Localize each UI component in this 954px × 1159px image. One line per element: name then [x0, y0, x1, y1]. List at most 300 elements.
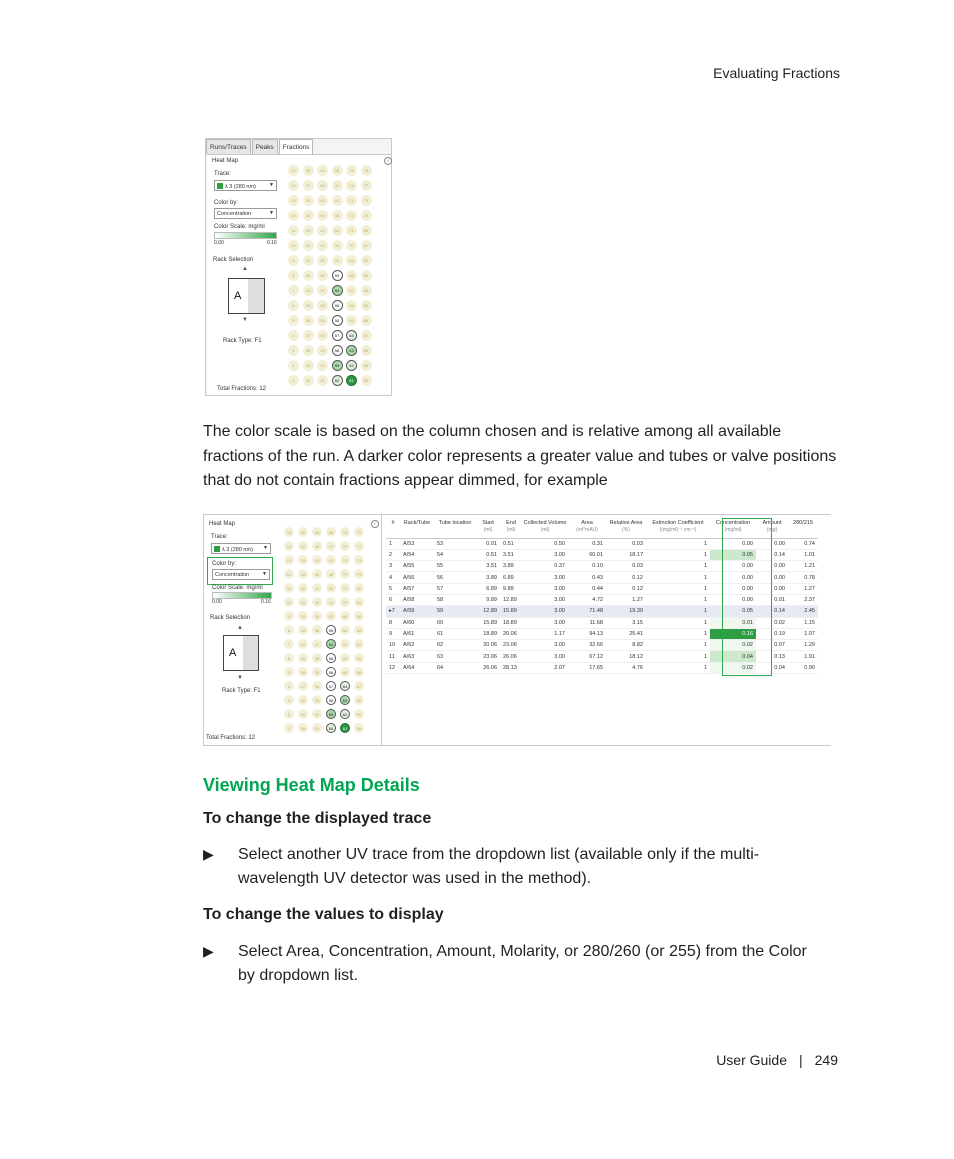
rack-tube-cell[interactable]: 89: [361, 360, 372, 371]
rack-tube-cell[interactable]: 87: [361, 330, 372, 341]
rack-tube-cell[interactable]: 29: [303, 360, 314, 371]
table-cell: 53: [434, 538, 476, 549]
rack-tube-cell[interactable]: 14: [288, 180, 299, 191]
bullet-arrow-icon: ▶: [203, 943, 214, 959]
rack-tube-cell[interactable]: 25: [303, 270, 314, 281]
procedure-heading-values: To change the values to display: [203, 906, 444, 923]
fractions-table-screenshot: [203, 514, 831, 746]
rack-tube-cell[interactable]: 51: [332, 225, 343, 236]
table-cell: 0.04: [710, 651, 756, 662]
rack-tube-cell[interactable]: 73: [361, 195, 372, 206]
rack-tube-cell[interactable]: 14: [284, 541, 294, 551]
table-cell: 1: [646, 583, 710, 594]
rack-tube-cell[interactable]: 35: [312, 667, 322, 677]
rack-tube-cell[interactable]: 28: [298, 695, 308, 705]
column-header[interactable]: Tube location: [434, 519, 476, 538]
rack-tube-cell[interactable]: 58: [332, 345, 343, 356]
trace-color-swatch: [214, 546, 220, 552]
rack-tube-cell[interactable]: 89: [354, 709, 364, 719]
table-cell: 0.78: [788, 572, 818, 583]
rack-tube-cell[interactable]: 48: [312, 541, 322, 551]
table-cell: A/63: [400, 651, 434, 662]
rack-tube-cell[interactable]: 38: [317, 300, 328, 311]
scale-min: 0.00: [212, 599, 222, 605]
footer-separator: |: [799, 1052, 803, 1068]
rack-tube-cell[interactable]: 33: [317, 345, 328, 356]
rack-tube-cell[interactable]: 75: [354, 527, 364, 537]
table-cell: A/62: [400, 640, 434, 651]
rack-tube-cell[interactable]: 22: [298, 611, 308, 621]
rack-tube-cell[interactable]: 9: [288, 255, 299, 266]
rack-selection-label: Rack Selection: [210, 615, 251, 621]
table-cell: 0.02: [756, 617, 788, 628]
table-cell: 20.06: [476, 640, 500, 651]
rack-tube-cell[interactable]: 74: [346, 180, 357, 191]
rack-tube-cell[interactable]: 34: [312, 681, 322, 691]
rack-tube-cell[interactable]: 61: [346, 375, 357, 386]
color-by-dropdown[interactable]: [212, 569, 270, 580]
rack-tube-cell[interactable]: 64: [340, 681, 350, 691]
rack-tube-cell[interactable]: 77: [354, 541, 364, 551]
rack-tube-cell[interactable]: 59: [326, 709, 336, 719]
rack-tube-cell[interactable]: 38: [312, 653, 322, 663]
rack-thumbnail[interactable]: [223, 635, 259, 671]
table-cell: 0.01: [476, 538, 500, 549]
rack-tube-cell[interactable]: 65: [326, 527, 336, 537]
rack-tube-cell[interactable]: 73: [361, 210, 372, 221]
table-cell: 0.14: [756, 549, 788, 560]
table-cell: 2: [386, 549, 400, 560]
rack-tube-cell[interactable]: 43: [317, 195, 328, 206]
rack-tube-cell[interactable]: 31: [298, 597, 308, 607]
rack-tube-cell[interactable]: 40: [312, 569, 322, 579]
table-cell: 1.15: [788, 617, 818, 628]
rack-tube-cell[interactable]: 84: [361, 285, 372, 296]
rack-tube-cell[interactable]: 24: [298, 639, 308, 649]
rack-tube-cell[interactable]: 35: [303, 165, 314, 176]
column-header[interactable]: Extinction Coefficient ((mg/ml)⁻¹ cm⁻¹): [646, 519, 710, 538]
rack-tube-cell[interactable]: 65: [346, 315, 357, 326]
rack-tube-cell[interactable]: 27: [298, 681, 308, 691]
table-cell: 0.74: [788, 538, 818, 549]
rack-tube-cell[interactable]: 60: [332, 375, 343, 386]
rack-tube-cell[interactable]: 43: [312, 555, 322, 565]
color-scale-bar: [214, 232, 277, 239]
table-cell: 3.00: [522, 549, 568, 560]
table-cell: A/57: [400, 583, 434, 594]
tab-runs-traces[interactable]: Runs/Traces: [206, 139, 251, 154]
table-cell: A/54: [400, 549, 434, 560]
table-cell: 61: [434, 628, 476, 639]
rack-tube-cell[interactable]: 41: [326, 555, 336, 565]
rack-tube-cell[interactable]: 33: [312, 695, 322, 705]
color-by-dropdown[interactable]: [214, 208, 277, 219]
column-header[interactable]: Amount (mg): [756, 519, 788, 538]
rack-tube-cell[interactable]: 29: [303, 225, 314, 236]
rack-tube-cell[interactable]: 2: [288, 360, 299, 371]
rack-tube-cell[interactable]: 41: [326, 597, 336, 607]
rack-tube-cell[interactable]: 7: [288, 285, 299, 296]
rack-tube-cell[interactable]: 28: [298, 667, 308, 677]
rack-tube-cell[interactable]: 71: [340, 555, 350, 565]
rack-tube-cell[interactable]: 37: [303, 180, 314, 191]
section-title: Viewing Heat Map Details: [203, 775, 420, 795]
rack-tube-cell[interactable]: 31: [303, 240, 314, 251]
rack-tube-cell[interactable]: 73: [354, 555, 364, 565]
rack-tube-cell[interactable]: 37: [317, 285, 328, 296]
tab-peaks[interactable]: Peaks: [252, 139, 278, 154]
rack-tube-cell[interactable]: 37: [312, 639, 322, 649]
collapse-icon[interactable]: ‹: [371, 520, 379, 528]
column-header[interactable]: Start (ml): [476, 519, 500, 538]
rack-tube-cell[interactable]: 83: [361, 300, 372, 311]
rack-tube-cell[interactable]: 13: [284, 555, 294, 565]
rack-tube-cell[interactable]: 58: [332, 315, 343, 326]
table-cell: 0.12: [606, 583, 646, 594]
table-cell: 1: [646, 549, 710, 560]
rack-tube-cell[interactable]: 88: [361, 315, 372, 326]
running-head: Evaluating Fractions: [713, 65, 840, 81]
rack-down-arrow-icon[interactable]: ▼: [242, 317, 248, 323]
heat-map-screenshot: [205, 138, 392, 396]
table-cell: 2.45: [788, 606, 818, 617]
color-scale-bar: [212, 592, 272, 599]
rack-tube-cell[interactable]: 33: [303, 210, 314, 221]
rack-tube-cell[interactable]: 28: [303, 345, 314, 356]
rack-tube-cell[interactable]: 55: [326, 625, 336, 635]
table-cell: 4: [386, 572, 400, 583]
rack-tube-cell[interactable]: 6: [284, 653, 294, 663]
table-cell: 3.51: [476, 561, 500, 572]
table-cell: 0.03: [606, 538, 646, 549]
rack-tube-cell[interactable]: 86: [354, 583, 364, 593]
rack-tube-cell[interactable]: 2: [284, 709, 294, 719]
trace-dropdown[interactable]: [214, 180, 277, 191]
table-cell: 0.04: [756, 662, 788, 673]
rack-tube-cell[interactable]: 10: [288, 240, 299, 251]
table-cell: 0.16: [710, 628, 756, 639]
rack-tube-cell[interactable]: 34: [317, 330, 328, 341]
rack-tube-cell[interactable]: 58: [326, 695, 336, 705]
rack-tube-cell[interactable]: 75: [361, 165, 372, 176]
rack-tube-cell[interactable]: 12: [284, 569, 294, 579]
color-scale-label: Color Scale: mg/ml: [214, 224, 265, 230]
rack-tube-cell[interactable]: 1: [284, 723, 294, 733]
rack-tube-cell[interactable]: 10: [284, 597, 294, 607]
rack-tube-cell[interactable]: 56: [326, 653, 336, 663]
table-cell: 60: [434, 617, 476, 628]
rack-tube-cell[interactable]: 47: [326, 541, 336, 551]
table-cell: 3.00: [522, 606, 568, 617]
rack-tube-cell[interactable]: 52: [326, 611, 336, 621]
rack-tube-cell[interactable]: 81: [354, 597, 364, 607]
rack-tube-cell[interactable]: 88: [361, 345, 372, 356]
rack-thumbnail[interactable]: [228, 278, 265, 314]
rack-tube-cell[interactable]: 25: [298, 653, 308, 663]
tab-fractions[interactable]: Fractions: [279, 139, 314, 155]
rack-tube-cell[interactable]: 72: [340, 569, 350, 579]
rack-tube-cell[interactable]: 8: [288, 270, 299, 281]
rack-tube-cell[interactable]: 90: [354, 723, 364, 733]
rack-tube-cell[interactable]: 83: [354, 625, 364, 635]
table-cell: 25.41: [606, 628, 646, 639]
rack-tube-cell[interactable]: 6: [288, 300, 299, 311]
heat-map-label: Heat Map: [212, 158, 239, 164]
column-header[interactable]: #: [386, 519, 400, 538]
chevron-down-icon: ▼: [269, 182, 274, 188]
rack-tube-cell[interactable]: 46: [332, 210, 343, 221]
rack-tube-cell[interactable]: 64: [346, 330, 357, 341]
rack-tube-cell[interactable]: 73: [354, 569, 364, 579]
rack-tube-cell[interactable]: 41: [332, 240, 343, 251]
rack-tube-cell[interactable]: 25: [298, 625, 308, 635]
table-cell: 15.89: [476, 617, 500, 628]
rack-tube-cell[interactable]: 9: [284, 611, 294, 621]
rack-tube-cell[interactable]: 24: [303, 285, 314, 296]
rack-tube-cell[interactable]: 40: [312, 597, 322, 607]
rack-tube-cell[interactable]: 70: [346, 240, 357, 251]
rack-tube-cell[interactable]: 62: [346, 360, 357, 371]
rack-grid: [284, 527, 366, 737]
rack-tube-cell[interactable]: 30: [303, 375, 314, 386]
rack-tube-cell[interactable]: 45: [317, 165, 328, 176]
rack-tube-cell[interactable]: 3: [284, 695, 294, 705]
table-cell: 57: [434, 583, 476, 594]
table-cell: 1: [646, 617, 710, 628]
table-cell: 1.21: [788, 561, 818, 572]
rack-tube-cell[interactable]: 11: [288, 225, 299, 236]
rack-tube-cell[interactable]: 38: [317, 270, 328, 281]
table-cell: 28.13: [500, 662, 522, 673]
rack-tube-cell[interactable]: 59: [332, 360, 343, 371]
rack-tube-cell[interactable]: 41: [317, 225, 328, 236]
rack-tube-cell[interactable]: 52: [332, 255, 343, 266]
table-cell: 0.50: [522, 538, 568, 549]
rack-tube-cell[interactable]: 31: [317, 375, 328, 386]
column-header[interactable]: Area (ml*mAU): [568, 519, 606, 538]
trace-label: Trace:: [211, 534, 228, 540]
rack-tube-cell[interactable]: 15: [284, 527, 294, 537]
rack-up-arrow-icon[interactable]: ▲: [237, 625, 243, 631]
rack-tube-cell[interactable]: 28: [303, 315, 314, 326]
rack-tube-cell[interactable]: 87: [354, 681, 364, 691]
rack-tube-cell[interactable]: 72: [346, 210, 357, 221]
rack-tube-cell[interactable]: 33: [298, 555, 308, 565]
rack-tube-cell[interactable]: 30: [298, 723, 308, 733]
column-header[interactable]: Collected Volume (ml): [522, 519, 568, 538]
rack-tube-cell[interactable]: 60: [326, 723, 336, 733]
bullet-arrow-icon: ▶: [203, 846, 214, 862]
table-cell: A/56: [400, 572, 434, 583]
table-cell: 1.29: [788, 640, 818, 651]
table-cell: 0.51: [500, 538, 522, 549]
table-cell: 0.00: [710, 594, 756, 605]
rack-tube-cell[interactable]: 47: [332, 180, 343, 191]
rack-tube-cell[interactable]: 69: [346, 255, 357, 266]
rack-tube-cell[interactable]: 27: [303, 330, 314, 341]
rack-tube-cell[interactable]: 88: [354, 695, 364, 705]
rack-tube-cell[interactable]: 71: [340, 583, 350, 593]
table-cell: 26.06: [476, 662, 500, 673]
rack-tube-cell[interactable]: 32: [312, 709, 322, 719]
trace-dropdown[interactable]: [211, 543, 271, 554]
rack-tube-cell[interactable]: 84: [354, 639, 364, 649]
rack-tube-cell[interactable]: 33: [303, 195, 314, 206]
rack-grid: [288, 165, 374, 390]
rack-tube-cell[interactable]: 63: [346, 345, 357, 356]
rack-tube-cell[interactable]: 8: [284, 625, 294, 635]
bullet-text: Select Area, Concentration, Amount, Molarity, or 280/260 (or 255) from the Color by dropdown list.: [238, 943, 807, 984]
rack-tube-cell[interactable]: 12: [288, 210, 299, 221]
rack-type-label: Rack Type: F1: [223, 338, 262, 344]
rack-tube-cell[interactable]: 57: [332, 330, 343, 341]
rack-tube-cell[interactable]: 70: [340, 597, 350, 607]
rack-tube-cell[interactable]: 37: [298, 541, 308, 551]
rack-tube-cell[interactable]: 51: [326, 583, 336, 593]
rack-tube-cell[interactable]: 41: [312, 583, 322, 593]
rack-tube-cell[interactable]: 15: [288, 165, 299, 176]
rack-tube-cell[interactable]: 71: [346, 195, 357, 206]
table-cell: 11: [386, 651, 400, 662]
column-header[interactable]: Relative Area (%): [606, 519, 646, 538]
rack-tube-cell[interactable]: 39: [312, 611, 322, 621]
rack-tube-cell[interactable]: 33: [298, 569, 308, 579]
table-cell: 23.06: [500, 640, 522, 651]
table-cell: 71.48: [568, 606, 606, 617]
rack-tube-cell[interactable]: 58: [326, 667, 336, 677]
table-cell: 67.12: [568, 651, 606, 662]
rack-tube-cell[interactable]: 5: [284, 667, 294, 677]
rack-tube-cell[interactable]: 54: [332, 285, 343, 296]
table-cell: 26.06: [500, 651, 522, 662]
rack-tube-cell[interactable]: 77: [361, 180, 372, 191]
rack-tube-cell[interactable]: 75: [346, 165, 357, 176]
rack-tube-cell[interactable]: 4: [284, 681, 294, 691]
rack-tube-cell[interactable]: 88: [354, 667, 364, 677]
table-cell: A/60: [400, 617, 434, 628]
rack-tube-cell[interactable]: 25: [303, 300, 314, 311]
rack-tube-cell[interactable]: 65: [332, 165, 343, 176]
rack-tube-cell[interactable]: 57: [326, 681, 336, 691]
rack-tube-cell[interactable]: 29: [298, 709, 308, 719]
body-paragraph: The color scale is based on the column chosen and is relative among all available fractions of the run. A darker color represents a greater value and tubes or valve positions that do not contain fractions appear dimmed, for example: [203, 423, 837, 489]
rack-tube-cell[interactable]: 29: [298, 583, 308, 593]
fractions-panel: [207, 154, 391, 395]
rack-tube-cell[interactable]: 83: [361, 270, 372, 281]
table-cell: 1: [646, 538, 710, 549]
rack-tube-cell[interactable]: 74: [340, 541, 350, 551]
column-header[interactable]: Rack/Tube: [400, 519, 434, 538]
table-cell: 9.89: [500, 583, 522, 594]
column-header[interactable]: 280/215: [788, 519, 818, 538]
table-cell: 3.89: [500, 561, 522, 572]
rack-tube-cell[interactable]: 4: [288, 330, 299, 341]
rack-tube-cell[interactable]: 3: [288, 345, 299, 356]
table-cell: 18.89: [500, 617, 522, 628]
rack-tube-cell[interactable]: 67: [346, 285, 357, 296]
rack-tube-cell[interactable]: 63: [340, 695, 350, 705]
rack-tube-cell[interactable]: 71: [346, 225, 357, 236]
rack-tube-cell[interactable]: 1: [288, 375, 299, 386]
rack-tube-cell[interactable]: 22: [303, 255, 314, 266]
rack-tube-cell[interactable]: 40: [317, 210, 328, 221]
rack-tube-cell[interactable]: 54: [326, 639, 336, 649]
rack-tube-cell[interactable]: 39: [317, 255, 328, 266]
table-cell: 19.30: [606, 606, 646, 617]
table-cell: 62: [434, 640, 476, 651]
rack-tube-cell[interactable]: 11: [284, 583, 294, 593]
rack-tube-cell[interactable]: 69: [340, 611, 350, 621]
rack-tube-cell[interactable]: 40: [317, 240, 328, 251]
rack-tube-cell[interactable]: 86: [361, 225, 372, 236]
rack-tube-cell[interactable]: 55: [332, 270, 343, 281]
table-cell: A/59: [400, 606, 434, 617]
rack-tube-cell[interactable]: 66: [340, 653, 350, 663]
rack-tube-cell[interactable]: 75: [340, 527, 350, 537]
chevron-down-icon: ▼: [269, 210, 274, 216]
rack-tube-cell[interactable]: 45: [312, 527, 322, 537]
rack-tube-cell[interactable]: 61: [340, 723, 350, 733]
rack-tube-cell[interactable]: 81: [361, 240, 372, 251]
rack-tube-cell[interactable]: 66: [340, 625, 350, 635]
table-cell: ▸7: [386, 606, 400, 617]
rack-tube-cell[interactable]: 65: [340, 667, 350, 677]
rack-tube-cell[interactable]: 83: [354, 653, 364, 663]
rack-tube-cell[interactable]: 35: [298, 527, 308, 537]
rack-tube-cell[interactable]: 56: [332, 300, 343, 311]
table-cell: 3.00: [522, 583, 568, 594]
rack-tube-cell[interactable]: 7: [284, 639, 294, 649]
rack-tube-cell[interactable]: 82: [354, 611, 364, 621]
total-fractions-label: Total Fractions: 12: [217, 386, 267, 392]
table-cell: 18.17: [606, 549, 646, 560]
table-cell: 10: [386, 640, 400, 651]
rack-tube-cell[interactable]: 13: [288, 195, 299, 206]
rack-tube-cell[interactable]: 67: [340, 639, 350, 649]
table-cell: 1.27: [788, 583, 818, 594]
rack-tube-cell[interactable]: 38: [312, 625, 322, 635]
rack-up-arrow-icon[interactable]: ▲: [242, 266, 248, 272]
table-cell: 3.00: [522, 651, 568, 662]
rack-tube-cell[interactable]: 35: [317, 315, 328, 326]
rack-down-arrow-icon[interactable]: ▼: [237, 675, 243, 681]
table-cell: 0.00: [756, 538, 788, 549]
column-header[interactable]: End (ml): [500, 519, 522, 538]
rack-tube-cell[interactable]: 66: [346, 300, 357, 311]
table-cell: 0.37: [522, 561, 568, 572]
table-cell: 17.65: [568, 662, 606, 673]
table-cell: 0.00: [756, 572, 788, 583]
rack-tube-cell[interactable]: 62: [340, 709, 350, 719]
rack-tube-cell[interactable]: 32: [317, 360, 328, 371]
table-cell: 4.72: [568, 594, 606, 605]
table-cell: 1.01: [788, 549, 818, 560]
rack-tube-cell[interactable]: 46: [326, 569, 336, 579]
collapse-icon[interactable]: ‹: [384, 157, 392, 165]
rack-tube-cell[interactable]: 66: [346, 270, 357, 281]
rack-tube-cell[interactable]: 82: [361, 255, 372, 266]
rack-tube-cell[interactable]: 41: [332, 195, 343, 206]
column-header[interactable]: Concentration (mg/ml): [710, 519, 756, 538]
rack-tube-cell[interactable]: 31: [312, 723, 322, 733]
rack-tube-cell[interactable]: 90: [361, 375, 372, 386]
rack-tube-cell[interactable]: 48: [317, 180, 328, 191]
table-cell: 12: [386, 662, 400, 673]
page-footer: [716, 1052, 838, 1068]
rack-selection-label: Rack Selection: [213, 257, 254, 263]
table-cell: 20.06: [500, 628, 522, 639]
rack-tube-cell[interactable]: 5: [288, 315, 299, 326]
